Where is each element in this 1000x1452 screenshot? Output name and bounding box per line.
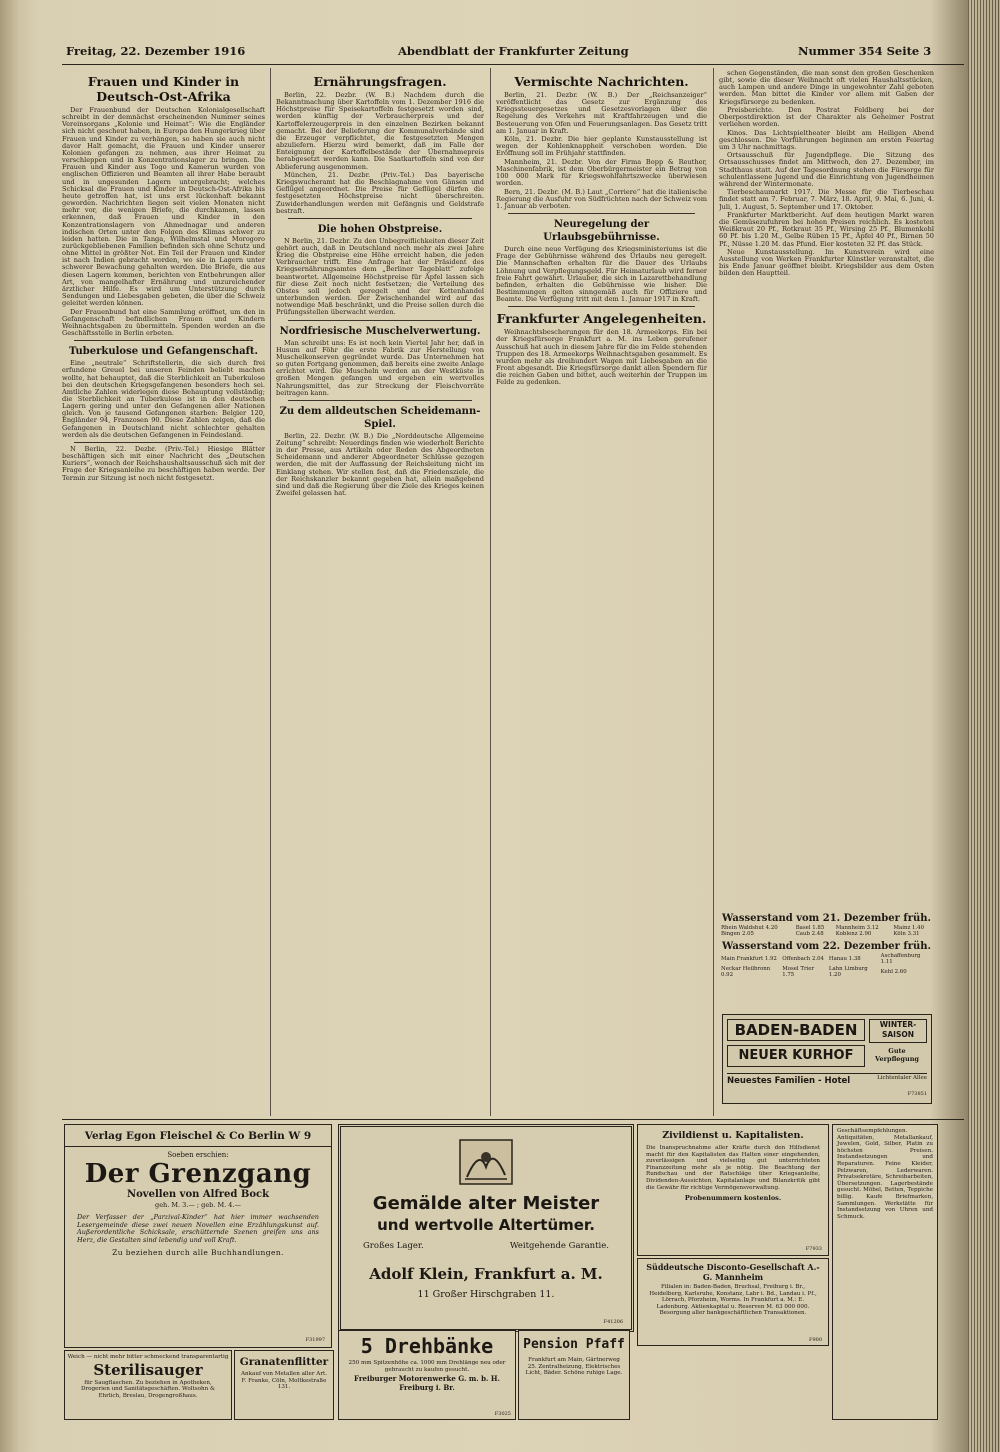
divider [508, 306, 695, 307]
machine-ad [338, 1330, 516, 1420]
art-dealer-address: 11 Großer Hirschgraben 11. [417, 1289, 555, 1300]
art-dealer-name: Adolf Klein, Frankfurt a. M. [369, 1265, 603, 1283]
ornament-icon [459, 1139, 513, 1185]
ad-number: F7933 [805, 1246, 822, 1252]
metal-buyer-ad [234, 1350, 334, 1420]
article-text: Eine „neutrale“ Schriftstellerin, die sich durch frei erfundene Greuel bei unseren Feinden beliebt machen wollte, hat behauptet, daß die Sterblichkeit an Tuberkulose bei den deutschen Kriegsgefangenen besonders hoch sei. Amtliche Zahlen widerlegen diese Behauptung vollständig; die Sterblichkeit an Tuberkulose ist in den deutschen Lagern gering und unter den Gefangenen aller Nationen gleich. Von je tausend Gefangenen starben: Belgier 120, Engländer 94, Franzosen 90. Diese Zahlen zeigen, daß die Gefangenen in Deutschland nicht schlechter gehalten werden als die deutschen Gefangenen in Feindesland. [62, 359, 265, 439]
divider [288, 400, 472, 401]
column-4 [719, 70, 934, 910]
water-level-entry: Köln 3.31 [893, 931, 920, 938]
finance-newspaper-ad [637, 1124, 829, 1256]
finance-ad-title: Zivildienst u. Kapitalisten. [662, 1130, 804, 1141]
book-ad-price: geh. M. 3.— ; geb. M. 4.— [155, 1201, 241, 1209]
pension-ad [518, 1330, 630, 1420]
water-level-entry: Mosel Trier 1.75 [782, 965, 815, 979]
art-dealer-guarantee: Weitgehende Garantie. [509, 1241, 609, 1251]
ad-number: F900 [808, 1337, 822, 1343]
art-dealer-subheadline: und wertvolle Altertümer. [377, 1216, 595, 1234]
water-level-entry: Aschaffenburg 1.11 [880, 952, 921, 966]
product-ad-title: Sterilisauger [93, 1360, 203, 1379]
article-text: Berlin, 22. Dezbr. (W. B.) Die „Norddeutsche Allgemeine Zeitung“ schreibt: Neuerdings finden wie wiederholt Berichte in der Presse, aus Artikeln oder Reden des Abgeordneten Scheidemann und anderer Abgeordneter Schlüsse gezogen werden, die mit der Auffassung der Reichsleitung nicht im Einklang stehen. Wir stellen fest, daß die Friedensziele, die der Reichskanzler bekannt gegeben hat, allein maßgebend sind und daß die Regierung über die Ziele des Krieges keinen Zweifel gelassen hat. [276, 431, 484, 498]
bank-ad-title: Süddeutsche Disconto-Gesellschaft A.-G. Mannheim [646, 1262, 820, 1282]
water-level-title: Wasserstand vom 21. Dezember früh. [722, 913, 931, 924]
ads-section-rule [62, 1119, 964, 1120]
water-level-entry: Main Frankfurt 1.92 [721, 956, 777, 963]
header-page-number: Nummer 354 Seite 3 [798, 44, 932, 58]
article-text: Ortsausschuß für Jugendpflege. Die Sitzung des Ortsausschusses findet am Mittwoch, den 27. Dezember, im Stadthaus statt. Auf der Tagesordnung stehen die Fürsorge für schulentlassene Jugend und die Einrichtung von Jugendheimen während der Wintermonate. [719, 151, 934, 188]
hotel-ad-city: BADEN-BADEN [727, 1019, 865, 1041]
column-2 [276, 70, 484, 1118]
article-text: Bern, 21. Dezbr. (M. B.) Laut „Corriere“ hat die italienische Regierung die Ausfuhr von Südfrüchten nach der Schweiz vom 1. Januar ab verboten. [496, 187, 707, 210]
article-title: Frauen und Kinder in Deutsch-Ost-Afrika [87, 74, 240, 104]
pension-ad-text: Frankfurt am Main, Gärtnerweg 25. Zentralheizung, Elektrisches Licht, Bäder. Schöne ruhige Lage. [525, 1357, 623, 1377]
divider [74, 442, 253, 443]
article-title: Vermischte Nachrichten. [514, 74, 689, 89]
article-text: Der Frauenbund hat eine Sammlung eröffnet, um den in Gefangenschaft befindlichen Frauen und Kindern Weihnachtsgaben zu übermitteln. Spenden werden an die Geschäftsstelle in Berlin erbeten. [62, 307, 265, 338]
article-text: Kinos. Das Lichtspieltheater bleibt am Heiligen Abend geschlossen. Die Vorführungen beginnen am ersten Feiertag um 3 Uhr nachmittags. [719, 128, 934, 151]
article-title: Neuregelung der Urlaubsgebührnisse. [543, 219, 660, 244]
article-title: Zu dem alldeutschen Scheidemann-Spiel. [279, 405, 481, 430]
water-level-entry: Offenbach 2.04 [782, 956, 824, 963]
article-text: Der Frauenbund der Deutschen Kolonialgesellschaft schreibt in der demnächst erscheinenden Nummer seines Vereinsorgans „Kolonie und Heimat“: Wie die Engländer sich nicht gescheut haben, in Europa den Hungerkrieg über Frauen und Kinder zu verhängen, so haben sie auch nicht davor Halt gemacht, die Frauen und Kinder unserer Kolonien gefangen zu nehmen, aus ihrer Heimat zu verschleppen und in Konzentrationslager zu bringen. Die Frauen und Kinder aus Togo und Kamerun wurden von englischen Offizieren und Beamten all ihrer Habe beraubt und in ungesunden Lagern untergebracht; welches Schicksal die Frauen und Kinder in Deutsch-Ost-Afrika bis heute getroffen hat, ist uns erst lückenhaft bekannt geworden. Nachrichten liegen seit vielen Monaten nicht mehr vor, die wenigen Briefe, die durchkamen, lassen erkennen, daß Frauen und Kinder in den Konzentrationslagern von Ahmednagar und anderen indischen Orten unter den Folgen des Klimas schwer zu leiden hatten. Die in Tanga, Wilhelmstal und Morogoro zurückgebliebenen Familien befinden sich ohne Schutz und ohne Mittel in größter Not. Ein Teil der Frauen und Kinder ist nach Indien gebracht worden, wo sie in Lagern unter schwerer Bewachung gehalten werden. Die Briefe, die aus diesen Lagern kommen, berichten von Entbehrungen aller Art, von mangelhafter Ernährung und unzureichender ärztlicher Hilfe. Es wird um Unterstützung durch Sendungen und Liebesgaben gebeten, die über die Schweiz geleitet werden können. [62, 106, 265, 308]
water-level-entry: Neckar Heilbronn 0.92 [721, 965, 771, 979]
pension-ad-title: Pension Pfaff [523, 1337, 625, 1352]
book-ad-description: Der Verfasser der „Parzival-Kinder“ hat hier immer wachsenden Lesergemeinde diese zwei neuen Novellen eine Erzählungskunst auf. Außerordentliche Schicksale, erschütternde Szenen greifen uns ans Herz, die Gestalten sind lebendig und voll Kraft. [77, 1213, 319, 1244]
product-ad [64, 1350, 232, 1420]
article-title: Ernährungsfragen. [313, 74, 447, 89]
article-title: Tuberkulose und Gefangenschaft. [68, 346, 259, 358]
header-date: Freitag, 22. Dezember 1916 [66, 44, 246, 58]
book-ad-footer: Zu beziehen durch alle Buchhandlungen. [112, 1248, 284, 1257]
water-level-entry: Lahn Limburg 1.20 [828, 965, 868, 979]
page-edge-stack [968, 0, 1000, 1452]
ad-number: F73851 [907, 1091, 927, 1097]
book-ad-publisher: Verlag Egon Fleischel & Co Berlin W 9 [65, 1129, 331, 1147]
classifieds-column [832, 1124, 938, 1420]
page-fold-shadow [0, 0, 28, 1452]
column-3 [496, 70, 707, 1118]
water-level-title: Wasserstand vom 22. Dezember früh. [722, 940, 931, 952]
water-level-table [719, 925, 934, 938]
ad-number: F31997 [305, 1337, 325, 1343]
product-ad-text: für Saugflaschen. Zu beziehen in Apotheken, Drogerien und Sanitätsgeschäften. Woltsohn & Ehrlich, Breslau, Drogengroßhaus. [81, 1379, 215, 1399]
book-ad-title: Der Grenzgang [84, 1159, 312, 1189]
article-text: Berlin, 22. Dezbr. (W. B.) Nachdem durch die Bekanntmachung über Kartoffeln vom 1. Dezember 1916 die Höchstpreise für Speisekartoffeln festgesetzt worden sind, werden künftig der Verbraucherpreis und der Kartoffelerzeugerpreis in den einzelnen Bezirken bekannt gemacht. Bei der Belieferung der Kommunalverbände sind die Erzeuger verpflichtet, die festgesetzten Mengen abzuliefern. Hierzu wird bemerkt, daß im Falle der Enteignung der Kartoffelbestände der Übernahmepreis herabgesetzt werden kann. Die Saatkartoffeln sind von der Ablieferung ausgenommen. [276, 91, 484, 171]
article-text: Berlin, 21. Dezbr. (W. B.) Der „Reichsanzeiger“ veröffentlicht das Gesetz zur Ergänzung des Kriegssteuergesetzes und Gesetzesvorlagen über die Regelung des Verkehrs mit Kraftfahrzeugen und die Besteuerung von Ofen und Feuerungsanlagen. Das Gesetz tritt am 1. Januar in Kraft. [496, 91, 707, 135]
article-title: Nordfriesische Muschelverwertung. [279, 325, 481, 337]
machine-ad-text: 250 mm Spitzenhöhe ca. 1000 mm Drehlänge neu oder gebraucht zu kaufen gesucht. [348, 1360, 506, 1373]
book-ad-intro: Soeben erschien: [167, 1151, 229, 1159]
bank-ad [637, 1258, 829, 1346]
ad-number: F3025 [494, 1411, 511, 1417]
water-level-entry: Mainz 1.40 [893, 925, 925, 931]
article-text: Man schreibt uns: Es ist noch kein Viertel Jahr her, daß in Husum auf Föhr die erste Fabrik zur Herstellung von Muschelkonserven gegründet wurde. Das Unternehmen hat so guten Fortgang genommen, daß bereits eine zweite Anlage errichtet wird. Die Muscheln werden an der Westküste in großen Mengen gefangen und ergeben ein wertvolles Nahrungsmittel, das zur Streckung der Fleischvorräte beitragen kann. [276, 338, 484, 397]
metal-buyer-text: Ankauf von Metallen aller Art. F. Franke, Cöln, Moltkestraße 131. [240, 1371, 328, 1391]
art-dealer-headline: Gemälde alter Meister [372, 1193, 600, 1214]
hotel-ad [722, 1014, 932, 1104]
divider [74, 340, 253, 341]
machine-ad-city: Freiburg i. Br. [399, 1383, 455, 1393]
article-text: Neue Kunstausstellung. Im Kunstverein wird eine Ausstellung von Werken Frankfurter Künstler veranstaltet, die bis Ende Januar geöffnet bleibt. Kriegsbilder aus dem Osten bilden den Hauptteil. [719, 247, 934, 278]
hotel-ad-name: NEUER KURHOF [727, 1045, 865, 1067]
divider [288, 320, 472, 321]
hotel-ad-subtitle: Neuestes Familien - Hotel [727, 1073, 927, 1087]
article-text: Frankfurter Marktbericht. Auf dem heutigen Markt waren die Gemüsezufuhren bei hohen Preisen reichlich. Es kosteten Weißkraut 20 Pf., Rotkraut 35 Pf., Wirsing 25 Pf., Blumenkohl 60 Pf. bis 1.20 M., Gelbe Rüben 15 Pf., Äpfel 40 Pf., Birnen 50 Pf., Nüsse 1.20 M. das Pfund. Eier kosteten 32 Pf. das Stück. [719, 210, 934, 248]
column-1 [62, 70, 265, 1118]
divider [508, 213, 695, 214]
water-level-entry: Rhein Waldshut 4.20 [721, 925, 778, 931]
hotel-ad-comfort: Gute Verpflegung [875, 1047, 919, 1063]
water-level-entry: Mannheim 3.12 [835, 925, 879, 931]
water-level-entry: Koblenz 2.90 [835, 931, 872, 938]
water-level-entry: Hanau 1.38 [828, 956, 861, 963]
art-dealer-ad [338, 1124, 634, 1332]
machine-ad-firm: Freiburger Motorenwerke G. m. b. H. [354, 1374, 500, 1384]
header-rule [62, 64, 964, 65]
column-divider [713, 68, 714, 1116]
column-divider [490, 68, 491, 1116]
book-ad [64, 1124, 332, 1348]
article-text: Preisberichte. Den Postrat Feldberg bei der Oberpostdirektion ist der Charakter als Geheimer Postrat verliehen worden. [719, 105, 934, 129]
article-text: Weihnachtsbescherungen für den 18. Armeekorps. Ein bei der Kriegsfürsorge Frankfurt a. M. ins Leben gerufener Ausschuß hat auch in diesem Jahre für die im Felde stehenden Truppen des 18. Armeekorps Weihnachtsgaben gesammelt. Es wurden mehr als dreihundert Wagen mit Liebesgaben an die Front abgesandt. Die Kriegsfürsorge dankt allen Spendern für die reichen Gaben und bittet, auch weiterhin der Truppen im Felde zu gedenken. [496, 328, 707, 387]
article-text: Mannheim, 21. Dezbr. Von der Firma Bopp & Reuther, Maschinenfabrik, ist dem Oberbürgermeister ein Betrag von 100 000 Mark für Kriegswohlfahrtszwecke überwiesen worden. [496, 157, 707, 188]
article-text: München, 21. Dezbr. (Priv.-Tel.) Das bayerische Kriegswucheramt hat die Beschlagnahme von Gänsen und Geflügel angeordnet. Die Preise für Geflügel dürfen die festgesetzten Höchstpreise nicht überschreiten. Zuwiderhandlungen werden mit Gefängnis und Geldstrafe bestraft. [276, 170, 484, 215]
water-level-table [719, 953, 934, 979]
classifieds-text: Geschäftsempfehlungen. Antiquitäten, Metallankauf, Juwelen, Gold, Silber, Platin zu höchsten Preisen. Instandsetzungen und Reparaturen. Feine Kleider, Pelzwaren, Lederwaren. Privatsekretäre, Schreibarbeiten, Übersetzungen. Lagerbestände gesucht. Möbel, Betten, Teppiche billig. Kaufe Briefmarken, Sammlungen. Werkstätte für Instandsetzung von Uhren und Schmuck. [837, 1128, 933, 1220]
article-text: N Berlin, 21. Dezbr. Zu den Unbegreiflichkeiten dieser Zeit gehört auch, daß in Deutschland noch mehr als zwei Jahre Krieg die Obstpreise eine Höhe erreicht haben, die jeden Verbraucher trifft. Eine Anfrage hat der Präsident des Kriegsernährungsamtes dem „Berliner Tageblatt“ zufolge beantwortet. Allgemeine Höchstpreise für Äpfel lassen sich für diese Zeit noch nicht festsetzen; die Verteilung des Obstes soll jedoch geregelt und der Kettenhandel unterbunden werden. Der Zwischenhandel wird auf das notwendige Maß beschränkt, und die Preise sollen durch die Prüfungsstellen überwacht werden. [276, 236, 484, 317]
metal-buyer-title: Granatenflitter [239, 1356, 329, 1368]
water-level-entry: Kehl 2.60 [880, 968, 907, 975]
article-text: Durch eine neue Verfügung des Kriegsministeriums ist die Frage der Gebührnisse während des Urlaubs neu geregelt. Die Mannschaften erhalten für die Dauer des Urlaubs Löhnung und Verpflegungsgeld. Für Heimaturlaub wird ferner freie Fahrt gewährt. Urlauber, die sich in Lazarettbehandlung befinden, erhalten die Gebührnisse wie bisher. Die Bestimmungen gelten sinngemäß auch für Offiziere und Beamte. Die Verfügung tritt mit dem 1. Januar 1917 in Kraft. [496, 245, 707, 304]
article-text: Tierbeschaumarkt 1917. Die Messe für die Tierbeschau findet statt am 7. Februar, 7. März, 18. April, 9. Mai, 6. Juni, 4. Juli, 1. August, 5. September und 17. Oktober. [719, 188, 934, 211]
book-ad-author: Novellen von Alfred Bock [126, 1189, 270, 1200]
article-text: N Berlin, 22. Dezbr. (Priv.-Tel.) Hiesige Blätter beschäftigen sich mit einer Nachricht des „Deutschen Kuriers“, wonach der Reichshaushaltsausschuß sich mit der Frage der Kriegsanleihe zu beschäftigen haben werde. Der Termin zur Sitzung ist noch nicht festgesetzt. [62, 444, 265, 482]
finance-ad-text: Die Inanspruchnahme aller Kräfte durch den Hilfsdienst macht für den Kapitalisten das Halten einer eingehenden, zuverlässigen und vielseitig gut unterrichteten Finanzzeitung mehr als je nötig. Die Beachtung der Rundschau und der Ratschläge über Kriegsanleihe, Dividenden-Aussichten, Kapitalanlage und Bilanzkritik gibt die Gewähr für richtige Vermögensverwaltung. [646, 1145, 820, 1191]
article-title: Frankfurter Angelegenheiten. [496, 311, 707, 327]
water-level-entry: Bingen 2.05 [721, 931, 754, 938]
water-level-entry: Caub 2.48 [795, 931, 824, 938]
divider [288, 218, 472, 219]
water-level-entry: Basel 1.85 [795, 925, 825, 931]
article-text: schen Gegenständen, die man sonst den großen Geschenken gibt, sowie die dieser Weihnacht oft vielen Haushaltsstücken, auch Lampen und andere Dinge in ungewohnter Zahl geboten werden. Man bittet die Kinder vor allem mit Gaben der Kriegsfürsorge zu bedenken. [719, 70, 934, 106]
article-title: Die hohen Obstpreise. [317, 223, 443, 235]
art-dealer-stock: Großes Lager. [363, 1241, 424, 1251]
product-ad-tagline: Weich — nicht mehr bitter schmeckend transparentartig [67, 1354, 229, 1360]
article-text: Köln, 21. Dezbr. Die hier geplante Kunstausstellung ist wegen der Kohlenknappheit verschoben worden. Die Eröffnung soll im Frühjahr stattfinden. [496, 135, 707, 158]
header-paper-name: Abendblatt der Frankfurter Zeitung [398, 44, 629, 58]
finance-ad-footer: Probenummern kostenlos. [684, 1194, 782, 1203]
hotel-ad-location: Lichtentaler Allee [877, 1075, 927, 1081]
bank-ad-text: Filialen in: Baden-Baden, Bruchsal, Freiburg i. Br., Heidelberg, Karlsruhe, Konstanz, Lahr i. Bd., Landau i. Pf., Lörrach, Pforzheim, Worms. In Frankfurt a. M.: E. Ladenburg. Aktienkapital u. Reserven M. 63 000 000. Besorgung aller bankgeschäftlichen Transaktionen. [649, 1284, 817, 1317]
machine-ad-title: 5 Drehbänke [360, 1334, 494, 1358]
column-divider [270, 68, 271, 1116]
ad-number: F41206 [603, 1319, 623, 1325]
hotel-ad-season: WINTER-SAISON [869, 1019, 927, 1043]
